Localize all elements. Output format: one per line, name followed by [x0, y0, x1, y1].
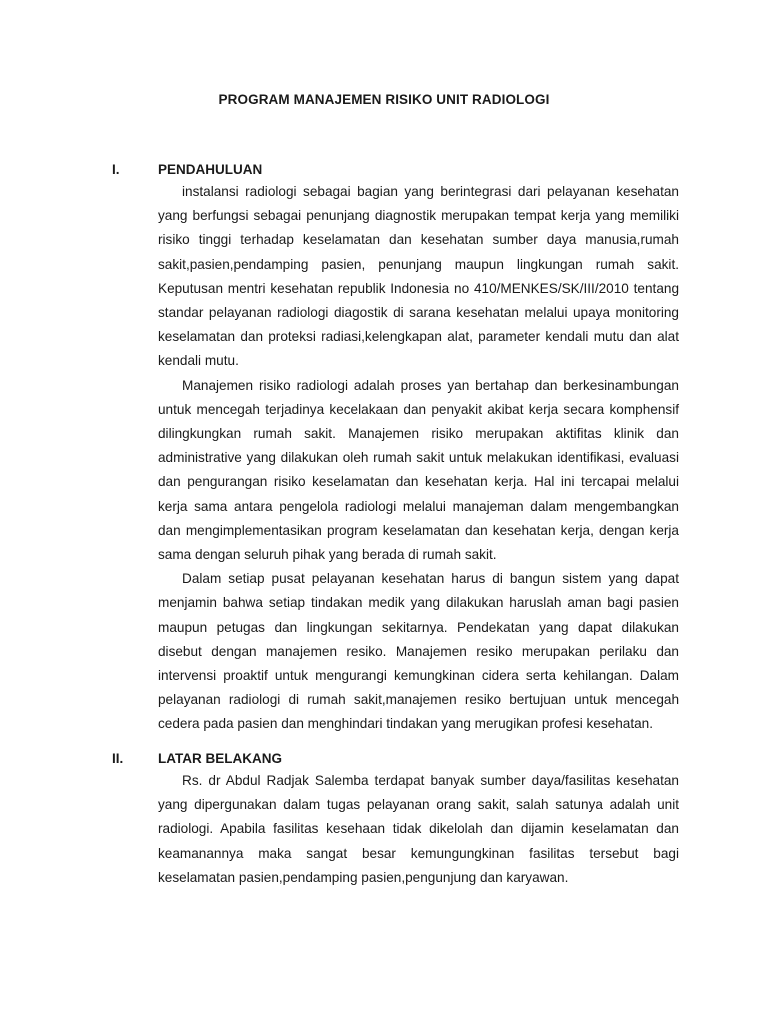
- section-body-pendahuluan: [158, 180, 679, 737]
- paragraph: instalansi radiologi sebagai bagian yang berintegrasi dari pelayanan kesehatan yang berfungsi sebagai penunjang diagnostik merupakan tempat kerja yang memiliki risiko tinggi terhadap keselamatan dan kesehatan sumber daya manusia,rumah sakit,pasien,pendamping pasien, penunjang maupun lingkungan rumah sakit. Keputusan mentri kesehatan republik Indonesia no 410/MENKES/SK/III/2010 tentang standar pelayanan radiologi diagostik di sarana kesehatan melalui upaya monitoring keselamatan dan proteksi radiasi,kelengkapan alat, parameter kendali mutu dan alat kendali mutu.: [158, 184, 679, 369]
- section-number: I.: [112, 162, 120, 177]
- section-heading-pendahuluan: [112, 160, 262, 180]
- document-title: PROGRAM MANAJEMEN RISIKO UNIT RADIOLOGI: [218, 92, 550, 107]
- section-title: LATAR BELAKANG: [158, 751, 282, 766]
- paragraph: Rs. dr Abdul Radjak Salemba terdapat banyak sumber daya/fasilitas kesehatan yang dipergunakan dalam tugas pelayanan orang sakit, salah satunya adalah unit radiologi. Apabila fasilitas kesehaan tidak dikelolah dan dijamin keselamatan dan keamanannya maka sangat besar kemungungkinan fasilitas tersebut bagi keselamatan pasien,pendamping pasien,pengunjung dan karyawan.: [158, 773, 679, 885]
- section-heading-latar-belakang: [112, 749, 282, 769]
- paragraph: Manajemen risiko radiologi adalah proses yan bertahap dan berkesinambungan untuk mencegah terjadinya kecelakaan dan penyakit akibat kerja secara komphensif dilingkungkan rumah sakit. Manajemen risiko merupakan aktifitas klinik dan administrative yang dilakukan oleh rumah sakit untuk melakukan identifikasi, evaluasi dan pengurangan risiko keselamatan dan kesehatan kerja. Hal ini tercapai melalui kerja sama antara pengelola radiologi melalui manajeman dalam mengembangkan dan mengimplementasikan program keselamatan dan kesehatan kerja, dengan kerja sama dengan seluruh pihak yang berada di rumah sakit.: [158, 377, 679, 563]
- paragraph: Dalam setiap pusat pelayanan kesehatan harus di bangun sistem yang dapat menjamin bahwa setiap tindakan medik yang dilakukan haruslah aman bagi pasien maupun petugas dan lingkungan sekitarnya. Pendekatan yang dapat dilakukan disebut dengan manajemen resiko. Manajemen resiko merupakan perilaku dan intervensi proaktif untuk mengurangi kemungkinan cidera serta kehilangan. Dalam pelayanan radiologi di rumah sakit,manajemen resiko bertujuan untuk mencegah cedera pada pasien dan menghindari tindakan yang merugikan profesi kesehatan.: [158, 571, 679, 732]
- section-number: II.: [112, 751, 124, 766]
- section-title: PENDAHULUAN: [158, 162, 263, 177]
- section-body-latar-belakang: [158, 769, 679, 890]
